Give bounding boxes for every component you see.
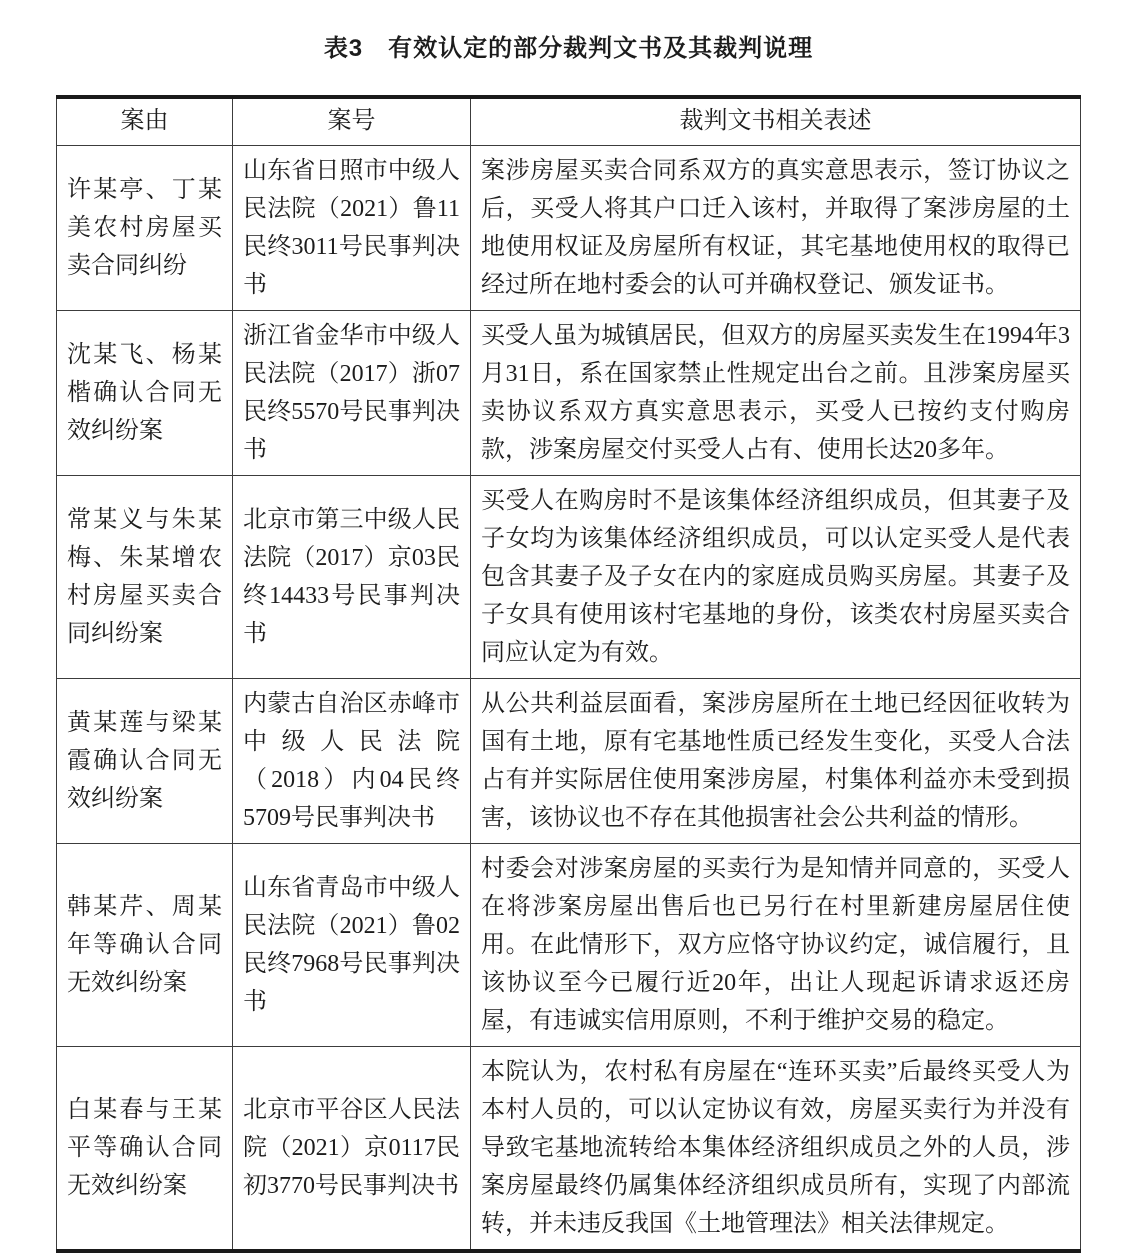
case-number-cell: 北京市第三中级人民法院（2017）京03民终14433号民事判决书 xyxy=(233,475,471,678)
table-row xyxy=(57,843,1081,1046)
cause-cell: 韩某芹、周某年等确认合同无效纠纷案 xyxy=(57,843,233,1046)
cause-cell: 白某春与王某平等确认合同无效纠纷案 xyxy=(57,1046,233,1251)
table-row xyxy=(57,310,1081,475)
col-header-cause: 案由 xyxy=(57,97,233,145)
cause-cell: 黄某莲与梁某霞确认合同无效纠纷案 xyxy=(57,678,233,843)
table-row xyxy=(57,1046,1081,1251)
case-number-cell: 北京市平谷区人民法院（2021）京0117民初3770号民事判决书 xyxy=(233,1046,471,1251)
statement-cell: 买受人虽为城镇居民，但双方的房屋买卖发生在1994年3月31日，系在国家禁止性规定出台之前。且涉案房屋买卖协议系双方真实意思表示，买受人已按约支付购房款，涉案房屋交付买受人占有、使用长达20多年。 xyxy=(471,310,1081,475)
case-number-cell: 山东省日照市中级人民法院（2021）鲁11民终3011号民事判决书 xyxy=(233,145,471,310)
case-number-cell: 山东省青岛市中级人民法院（2021）鲁02民终7968号民事判决书 xyxy=(233,843,471,1046)
table-header-row xyxy=(57,97,1081,145)
statement-cell: 买受人在购房时不是该集体经济组织成员，但其妻子及子女均为该集体经济组织成员，可以认定买受人是代表包含其妻子及子女在内的家庭成员购买房屋。其妻子及子女具有使用该村宅基地的身份，该类农村房屋买卖合同应认定为有效。 xyxy=(471,475,1081,678)
table-row xyxy=(57,145,1081,310)
col-header-case-number: 案号 xyxy=(233,97,471,145)
table-row xyxy=(57,475,1081,678)
cause-cell: 许某亭、丁某美农村房屋买卖合同纠纷 xyxy=(57,145,233,310)
table-caption: 表3 有效认定的部分裁判文书及其裁判说理 xyxy=(323,35,814,62)
col-header-statement: 裁判文书相关表述 xyxy=(471,97,1081,145)
case-number-cell: 内蒙古自治区赤峰市中级人民法院（2018）内04民终5709号民事判决书 xyxy=(233,678,471,843)
statement-cell: 案涉房屋买卖合同系双方的真实意思表示，签订协议之后，买受人将其户口迁入该村，并取得了案涉房屋的土地使用权证及房屋所有权证，其宅基地使用权的取得已经过所在地村委会的认可并确权登记、颁发证书。 xyxy=(471,145,1081,310)
case-number-cell: 浙江省金华市中级人民法院（2017）浙07民终5570号民事判决书 xyxy=(233,310,471,475)
statement-cell: 村委会对涉案房屋的买卖行为是知情并同意的，买受人在将涉案房屋出售后也已另行在村里新建房屋居住使用。在此情形下，双方应恪守协议约定，诚信履行，且该协议至今已履行近20年，出让人现起诉请求返还房屋，有违诚实信用原则，不利于维护交易的稳定。 xyxy=(471,843,1081,1046)
table-row xyxy=(57,678,1081,843)
judgment-table xyxy=(56,95,1081,1253)
cause-cell: 常某义与朱某梅、朱某增农村房屋买卖合同纠纷案 xyxy=(57,475,233,678)
statement-cell: 本院认为，农村私有房屋在“连环买卖”后最终买受人为本村人员的，可以认定协议有效，房屋买卖行为并没有导致宅基地流转给本集体经济组织成员之外的人员，涉案房屋最终仍属集体经济组织成员所有，实现了内部流转，并未违反我国《土地管理法》相关法律规定。 xyxy=(471,1046,1081,1251)
cause-cell: 沈某飞、杨某楷确认合同无效纠纷案 xyxy=(57,310,233,475)
statement-cell: 从公共利益层面看，案涉房屋所在土地已经因征收转为国有土地，原有宅基地性质已经发生变化，买受人合法占有并实际居住使用案涉房屋，村集体利益亦未受到损害，该协议也不存在其他损害社会公共利益的情形。 xyxy=(471,678,1081,843)
